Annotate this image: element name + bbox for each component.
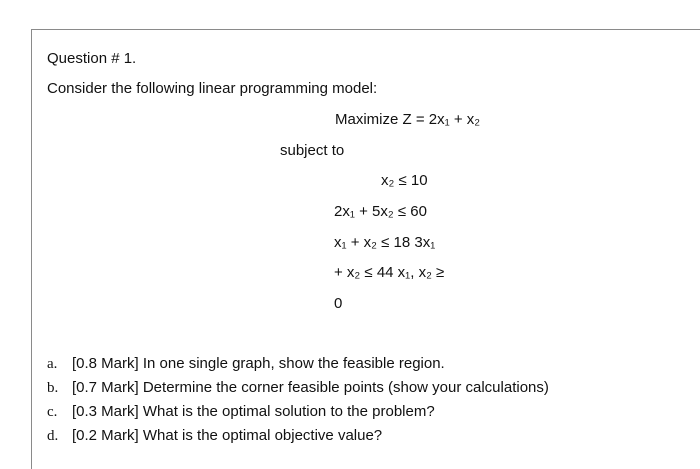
- task-text: [0.7 Mark] Determine the corner feasible points (show your calculations): [72, 379, 549, 396]
- task-text: [0.3 Mark] What is the optimal solution to the problem?: [72, 403, 435, 420]
- question-intro: Consider the following linear programming model:: [47, 80, 378, 97]
- task-item-d: [47, 427, 382, 445]
- task-marker: d.: [47, 428, 59, 444]
- constraint-line: + x₂ ≤ 44 x₁, x₂ ≥: [334, 264, 445, 281]
- question-heading: Question # 1.: [47, 50, 137, 67]
- task-item-b: [47, 379, 549, 397]
- task-item-a: [47, 355, 445, 373]
- subject-to-label: subject to: [280, 142, 345, 159]
- task-text: [0.8 Mark] In one single graph, show the feasible region.: [72, 355, 445, 372]
- objective-function: Maximize Z = 2x₁ + x₂: [335, 111, 481, 128]
- constraint-line: x₁ + x₂ ≤ 18 3x₁: [334, 234, 436, 251]
- task-marker: c.: [47, 404, 58, 420]
- constraint-line: x₂ ≤ 10: [381, 172, 428, 189]
- task-marker: b.: [47, 380, 59, 396]
- task-marker: a.: [47, 356, 58, 372]
- constraint-line: 0: [334, 295, 343, 312]
- task-text: [0.2 Mark] What is the optimal objective value?: [72, 427, 383, 444]
- constraint-line: 2x₁ + 5x₂ ≤ 60: [334, 203, 427, 220]
- task-item-c: [47, 403, 435, 421]
